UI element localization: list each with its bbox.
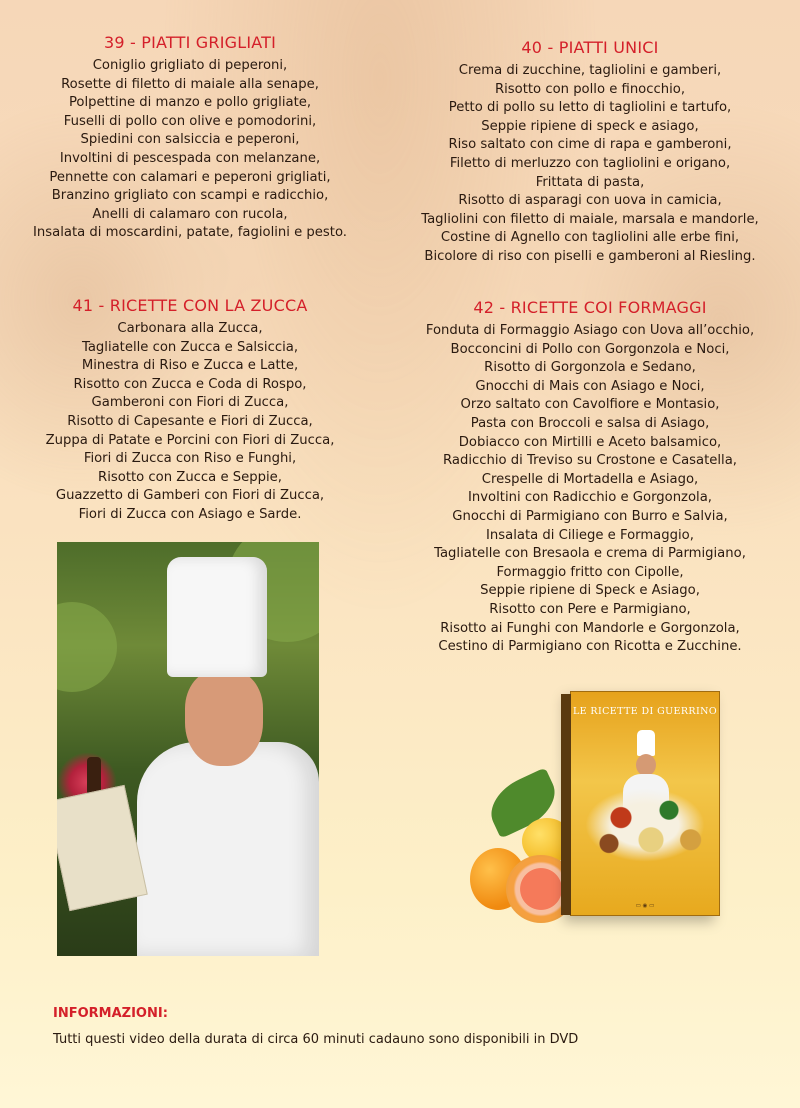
recipe-item: Crespelle di Mortadella e Asiago, [481, 471, 699, 487]
recipe-item: Insalata di Ciliege e Formaggio, [486, 527, 694, 543]
recipe-item: Dobiacco con Mirtilli e Aceto balsamico, [458, 434, 722, 450]
recipe-item: Fuselli di pollo con olive e pomodorini, [63, 113, 317, 129]
recipe-item: Involtini di pescespada con melanzane, [59, 150, 321, 166]
recipe-list [400, 322, 780, 657]
dvd-spine [561, 694, 571, 915]
recipe-item: Radicchio di Treviso su Crostone e Casatella, [443, 453, 737, 469]
section-title: 41 - RICETTE CON LA ZUCCA [72, 296, 308, 315]
dvd-publisher-logo: ▭ ◉ ▭ [635, 903, 655, 909]
chef-hat [167, 557, 267, 677]
recipe-list [400, 62, 780, 267]
recipe-item: Zuppa di Patate e Porcini con Fiori di Zucca, [45, 432, 335, 448]
recipe-item: Costine di Agnello con tagliolini alle erbe fini, [440, 230, 740, 246]
recipe-item: Fonduta di Formaggio Asiago con Uova all’occhio, [425, 323, 755, 338]
recipe-item: Petto di pollo su letto di tagliolini e tartufo, [448, 100, 732, 116]
recipe-item: Fiori di Zucca con Riso e Funghi, [83, 451, 297, 467]
recipe-item: Risotto di Gorgonzola e Sedano, [484, 360, 696, 376]
recipe-item: Gnocchi di Parmigiano con Burro e Salvia, [452, 508, 728, 524]
section-title: 42 - RICETTE COI FORMAGGI [473, 298, 707, 317]
section-ricette-formaggi [400, 298, 780, 657]
section-piatti-unici [400, 38, 780, 267]
recipe-item: Anelli di calamaro con rucola, [92, 206, 288, 222]
recipe-item: Seppie ripiene di Speck e Asiago, [480, 583, 700, 599]
recipe-item: Coniglio grigliato di peperoni, [92, 58, 288, 73]
recipe-item: Risotto ai Funghi con Mandorle e Gorgonzola, [440, 620, 740, 636]
recipe-item: Gamberoni con Fiori di Zucca, [91, 395, 289, 411]
recipe-item: Filetto di merluzzo con tagliolini e origano, [449, 155, 731, 171]
recipe-item: Branzino grigliato con scampi e radicchio, [51, 188, 329, 204]
recipe-item: Pennette con calamari e peperoni grigliati, [49, 169, 331, 185]
recipe-item: Rosette di filetto di maiale alla senape, [61, 76, 319, 92]
chef-photo [57, 542, 319, 956]
recipe-item: Crema di zucchine, tagliolini e gamberi, [458, 63, 722, 78]
recipe-item: Spiedini con salsiccia e peperoni, [80, 132, 300, 148]
recipe-item: Formaggio fritto con Cipolle, [496, 564, 684, 580]
recipe-item: Bocconcini di Pollo con Gorgonzola e Noci, [450, 341, 730, 357]
recipe-list [10, 320, 370, 525]
recipe-item: Insalata di moscardini, patate, fagiolini e pesto. [33, 225, 347, 241]
recipe-item: Tagliatelle con Bresaola e crema di Parmigiano, [434, 546, 746, 562]
recipe-item: Fiori di Zucca con Asiago e Sarde. [78, 506, 302, 522]
recipe-item: Risotto con pollo e finocchio, [494, 81, 686, 97]
chef-coat [137, 742, 319, 956]
recipe-item: Risotto con Zucca e Coda di Rospo, [73, 376, 307, 392]
recipe-item: Risotto di asparagi con uova in camicia, [458, 193, 722, 209]
recipe-item: Risotto con Pere e Parmigiano, [489, 601, 691, 617]
section-ricette-zucca [10, 296, 370, 525]
recipe-list [10, 57, 370, 243]
recipe-item: Tagliolini con filetto di maiale, marsala e mandorle, [421, 211, 759, 227]
info-heading: INFORMAZIONI: [53, 1006, 168, 1021]
recipe-item: Tagliatelle con Zucca e Salsiccia, [81, 339, 299, 355]
recipe-item: Risotto di Capesante e Fiori di Zucca, [67, 413, 313, 429]
dvd-cover [570, 691, 720, 916]
dvd-title: LE RICETTE DI GUERRINO [572, 706, 718, 717]
recipe-item: Seppie ripiene di speck e asiago, [481, 118, 699, 134]
recipe-item: Involtini con Radicchio e Gorgonzola, [468, 490, 712, 506]
recipe-item: Frittata di pasta, [535, 174, 645, 190]
recipe-book [57, 785, 148, 911]
recipe-item: Bicolore di riso con piselli e gamberoni al Riesling. [424, 248, 756, 264]
chef-face [185, 670, 263, 766]
recipe-item: Riso saltato con cime di rapa e gamberoni, [448, 137, 732, 153]
recipe-item: Gnocchi di Mais con Asiago e Noci, [475, 378, 705, 394]
recipe-item: Orzo saltato con Cavolfiore e Montasio, [460, 397, 720, 413]
recipe-item: Cestino di Parmigiano con Ricotta e Zucchine. [438, 639, 742, 655]
recipe-item: Guazzetto di Gamberi con Fiori di Zucca, [55, 488, 325, 504]
foliage [57, 602, 117, 692]
section-piatti-grigliati [10, 33, 370, 243]
section-title: 40 - PIATTI UNICI [521, 38, 659, 57]
info-text: Tutti questi video della durata di circa 60 minuti cadauno sono disponibili in DVD [53, 1032, 579, 1047]
section-title: 39 - PIATTI GRIGLIATI [103, 33, 277, 52]
recipe-item: Minestra di Riso e Zucca e Latte, [81, 358, 299, 374]
recipe-item: Carbonara alla Zucca, [117, 321, 263, 336]
recipe-item: Risotto con Zucca e Seppie, [98, 469, 282, 485]
recipe-item: Polpettine di manzo e pollo grigliate, [68, 95, 312, 111]
dvd-dishes-image [585, 788, 705, 862]
recipe-item: Pasta con Broccoli e salsa di Asiago, [470, 415, 710, 431]
